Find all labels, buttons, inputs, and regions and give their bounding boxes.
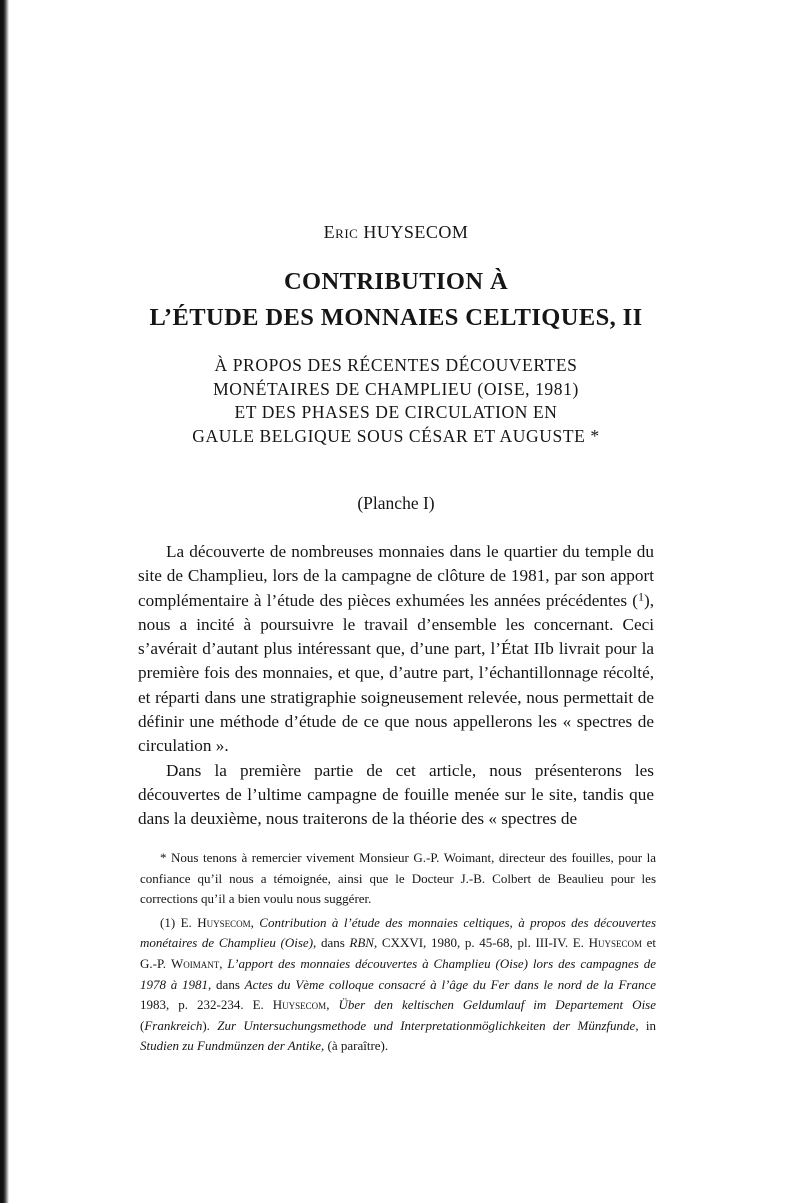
footnote-text: E. [180, 914, 198, 930]
article-subtitle [138, 354, 654, 448]
paragraph-text: ), nous a incité à poursuivre le travail d’ensemble les concernant. Ceci s’avérait d’autant plus intéressant que, d’une part, l’État IIb livrait pour la première fois des monnaies, et que, d’autre part, l’échantillonnage récolté, et réparti dans une stratigraphie soigneusement relevée, nous permettait de définir une méthode d’étude de ce que nous appellerons les « spectres de circulation ». [138, 590, 654, 756]
footnote-work-title: Contribution à l’étude des monnaies celtiques, à propos des découvertes monétaires de Champlieu (Oise) [140, 914, 656, 951]
footnote-text: ( [140, 1017, 145, 1033]
footnote-text: , [219, 955, 228, 971]
footnote-text: , CXXVI, 1980, p. 45-68, pl. III-IV. E. [373, 935, 589, 951]
paragraph: Dans la première partie de cet article, nous présenterons les découvertes de l’ultime campagne de fouille menée sur le site, tandis que dans la deuxième, nous traiterons de la théorie des « spectres de [138, 760, 654, 829]
footnote-text: , in [635, 1017, 656, 1033]
footnote-text: et G.-P. [140, 935, 656, 971]
footnote-work-title: Actes du Vème colloque consacré à l’âge du Fer dans le nord de la France [244, 976, 656, 992]
footnote-author: Huysecom [272, 997, 327, 1013]
footnote-work-title: Frankreich [144, 1017, 203, 1033]
footnotes [140, 848, 656, 1057]
footnote-journal: RBN [349, 935, 374, 951]
title-line: CONTRIBUTION À [283, 268, 509, 295]
footnote-marker: (1) [160, 914, 176, 930]
footnote-text: , [326, 997, 339, 1013]
subtitle-line: À PROPOS DES RÉCENTES DÉCOUVERTES [214, 355, 578, 375]
article-title [138, 264, 654, 336]
footnote-1 [140, 913, 656, 1057]
paragraph [138, 540, 654, 759]
body-text [138, 540, 654, 832]
subtitle-line: GAULE BELGIQUE SOUS CÉSAR ET AUGUSTE * [192, 425, 600, 446]
footnote-work-title: Über den keltischen Geldumlauf im Departement Oise [338, 997, 657, 1013]
footnote-text: 1983, p. 232-234. E. [140, 997, 273, 1013]
footnote-author: Woimant [170, 955, 220, 971]
subtitle-line: ET DES PHASES DE CIRCULATION EN [234, 402, 558, 422]
author-name: Eric HUYSECOM [323, 222, 469, 242]
footnote-ref[interactable]: 1 [637, 589, 644, 604]
footnote-text: , (à paraître). [321, 1038, 389, 1054]
footnote-text: , dans [313, 935, 350, 951]
title-line: L’ÉTUDE DES MONNAIES CELTIQUES, II [149, 304, 643, 331]
paragraph-text: La découverte de nombreuses monnaies dans le quartier du temple du site de Champlieu, lors de la campagne de clôture de 1981, par son apport complémentaire à l’étude des pièces exhumées les années précédentes ( [138, 542, 654, 610]
footnote-work-title: L’apport des monnaies découvertes à Champlieu (Oise) lors des campagnes de 1978 à 1981 [140, 955, 657, 992]
footnote-text: ). [202, 1017, 218, 1033]
subtitle-line: MONÉTAIRES DE CHAMPLIEU (OISE, 1981) [213, 378, 579, 399]
footnote-author: Huysecom [197, 914, 251, 930]
footnote-text: , [250, 914, 260, 930]
footnote-star: * Nous tenons à remercier vivement Monsieur G.-P. Woimant, directeur des fouilles, pour la confiance qu’il nous a témoignée, ainsi que le Docteur J.-B. Colbert de Beaulieu pour les corrections qu’il a bien voulu nous suggérer. [140, 850, 656, 907]
scan-edge [0, 0, 9, 1203]
footnote-work-title: Zur Untersuchungsmethode und Interpretationmöglichkeiten der Münzfunde [217, 1017, 636, 1033]
plate-reference: (Planche I) [357, 493, 435, 513]
footnote-author: Huysecom [588, 935, 642, 951]
footnote-work-title: Studien zu Fundmünzen der Antike [140, 1038, 322, 1054]
footnote-text: , dans [208, 976, 245, 992]
